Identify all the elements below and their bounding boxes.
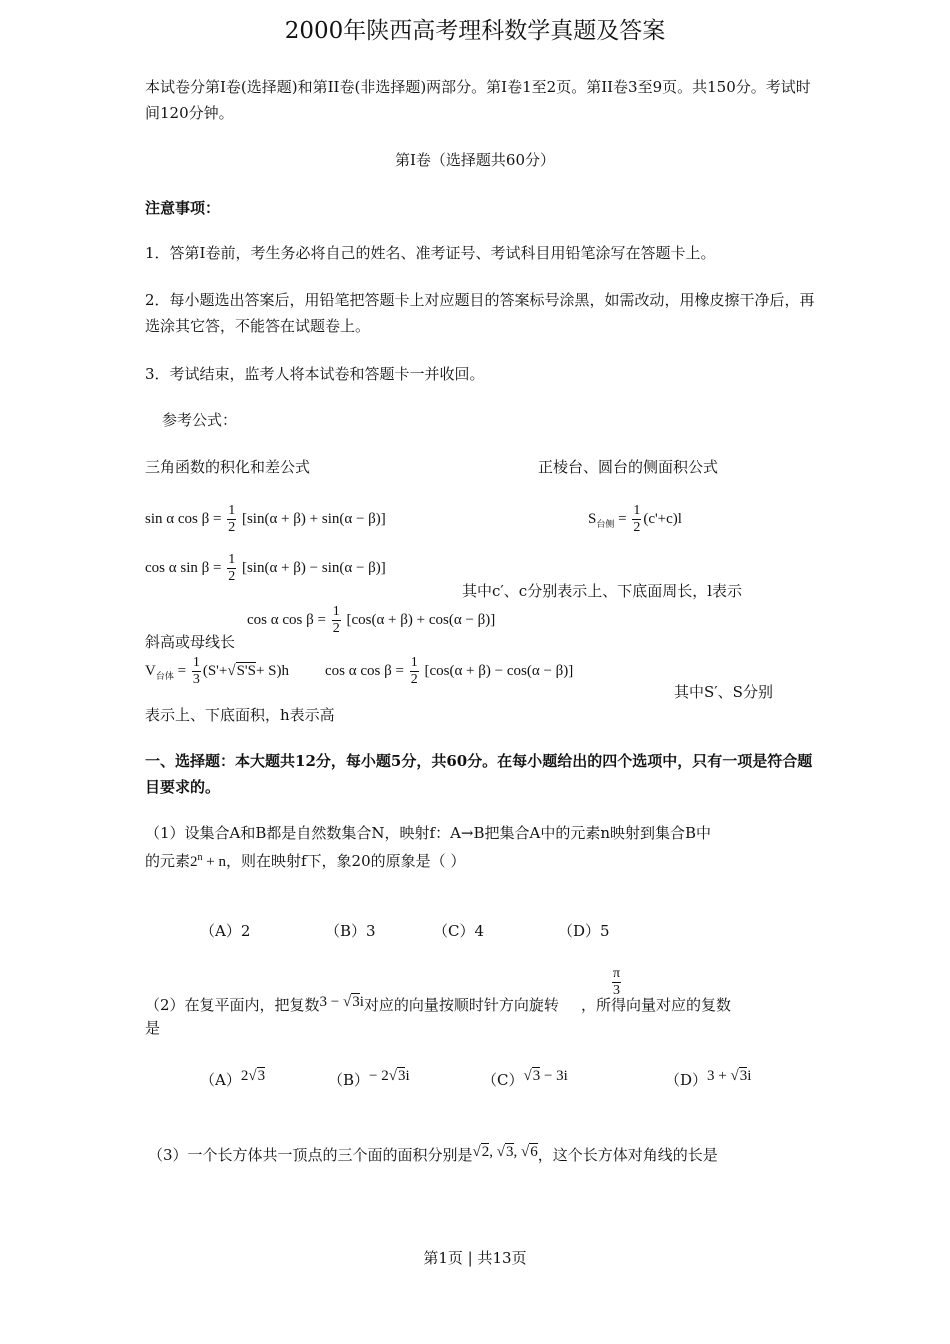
sqrt-sign: √ [523,1068,532,1084]
formula-cos-sin [145,552,386,585]
trig-formula-heading: 三角函数的积化和差公式 [145,458,311,476]
fraction-denominator: 3 [192,672,200,687]
formula-lhs: cos α sin β = [145,559,222,576]
option-value [707,1067,751,1084]
radicand: 3 [352,994,360,1010]
question-2-line-1 [145,994,731,1015]
imaginary-unit: i [359,994,364,1010]
sqrt-sign: √ [496,1144,506,1160]
formula-cos-cos-minus [325,655,573,688]
sqrt-sign: √ [248,1068,257,1084]
value-prefix: − 2 [369,1068,389,1084]
fraction-denominator: 2 [228,520,236,535]
question-1-option-a: （A）2 [200,922,251,940]
question-text: ，这个长方体对角线的长是 [537,1146,718,1164]
volume-subscript: 台体 [155,670,174,681]
value-suffix: − 3i [540,1068,568,1084]
sqrt-sign: √ [227,662,236,679]
question-text: 的元素 [145,852,191,870]
option-label: （D） [665,1071,708,1089]
question-2-option-c [482,1068,568,1090]
question-2-option-d [665,1068,751,1090]
face-areas: √2, √3, √6 [472,1144,538,1160]
fraction-denominator: 3 [613,983,621,998]
fraction-numerator: π [613,966,621,981]
fraction-denominator: 2 [228,569,236,584]
frustum-formula-heading: 正棱台、圆台的侧面积公式 [538,458,719,476]
page-title: 2000年陕西高考理科数学真题及答案 [284,18,666,44]
volume-symbol: V [145,662,156,679]
fraction-numerator: 1 [332,604,340,619]
notice-item-1: 1．答第Ⅰ卷前，考生务必将自己的姓名、准考证号、考试科目用铅笔涂写在答题卡上。 [145,244,716,262]
section-heading: 第Ⅰ卷（选择题共60分） [394,151,555,169]
fraction-numerator: 1 [633,503,641,518]
fraction [332,604,341,637]
sqrt-sign: √ [730,1068,739,1084]
option-label: （A） [200,1071,241,1089]
formula-label: 参考公式： [162,411,238,429]
volume-rhs-a: (S'+ [202,662,228,679]
fraction [227,552,236,585]
radicand: 3 [257,1068,266,1084]
part1-heading: 一、选择题：本大题共12分，每小题5分，共60分。在每小题给出的四个选项中，只有一项是符合题目要求的。 [145,752,813,796]
equals-sign: = [177,662,187,679]
notice-heading: 注意事项： [145,199,221,217]
option-label: （B） [328,1071,370,1089]
fraction [192,655,201,688]
formula-lateral-area [588,503,682,536]
formula-lhs: cos α cos β = [325,662,404,679]
sqrt-sign: √ [472,1144,481,1160]
formula-rhs: [cos(α + β) + cos(α − β)] [346,611,496,628]
fraction-numerator: 1 [192,655,200,670]
notice-item-3: 3．考试结束，监考人将本试卷和答题卡一并收回。 [145,365,485,383]
radicand: 2 [481,1144,490,1160]
value-suffix: i [405,1068,410,1084]
fraction [227,503,236,536]
value-prefix: 3 + [707,1068,731,1084]
formula-rhs: [cos(α + β) − cos(α − β)] [424,662,574,679]
formula-lhs: cos α cos β = [247,611,326,628]
sqrt-sign: √ [388,1068,397,1084]
area-symbol: S [588,510,597,527]
fraction-denominator: 2 [410,672,418,687]
question-text: ，则在映射f下，象20的原象是（ ） [225,852,466,870]
formula-sin-cos [145,503,386,536]
notice-item-2: 2．每小题选出答案后，用铅笔把答题卡上对应题目的答案标号涂黑，如需改动，用橡皮擦干净后，再选涂其它答，不能答在试题卷上。 [145,291,815,335]
question-1-line-1: （1）设集合A和B都是自然数集合N，映射f：A→B把集合A中的元素n映射到集合B中 [145,824,712,842]
formula-rhs: [sin(α + β) + sin(α − β)] [241,510,386,527]
value-prefix: 2 [240,1068,249,1084]
area-note: 其中c′、c分别表示上、下底面周长，l表示 [462,582,743,600]
question-1-line-2 [145,850,465,871]
question-text: 对应的向量按顺时针方向旋转 [363,996,559,1014]
radicand: 3 [506,1144,514,1160]
question-2-line-2: 是 [145,1019,161,1037]
fraction-numerator: 1 [228,503,236,518]
question-1-option-b: （B）3 [325,922,376,940]
radicand: 3 [739,1068,748,1084]
radicand: 6 [530,1144,538,1160]
sqrt-sign: √ [343,994,352,1010]
option-value [241,1067,265,1084]
page-footer: 第1页 | 共13页 [423,1249,527,1267]
radicand: 3 [397,1068,406,1084]
intro-paragraph: 本试卷分第Ⅰ卷(选择题)和第II卷(非选择题)两部分。第Ⅰ卷1至2页。第II卷3至9页。共150分。考试时间120分钟。 [145,78,811,122]
question-1-option-d: （D）5 [558,922,610,940]
complex-real: 3 − [319,994,344,1010]
volume-note-continued: 表示上、下底面积，h表示高 [145,706,335,724]
formula-lhs: sin α cos β = [145,510,222,527]
question-text: （3）一个长方体共一顶点的三个面的面积分别是 [148,1146,473,1164]
expression-tail: + n [202,854,226,870]
fraction-numerator: 1 [228,552,236,567]
formula-cos-cos-plus [247,604,495,637]
radicand: 3 [532,1068,541,1084]
fraction [410,655,419,688]
question-3-line-1 [148,1144,718,1165]
fraction-denominator: 2 [633,520,641,535]
formula-frustum-volume [145,655,289,688]
expression-exponent: n [197,852,203,863]
question-text: ，所得向量对应的复数 [580,996,731,1014]
expression [190,854,226,870]
volume-note: 其中S′、S分别 [674,683,773,701]
question-2-option-b [328,1068,410,1090]
area-note-continued: 斜高或母线长 [145,633,236,651]
option-value [369,1067,410,1084]
complex-number [320,993,364,1010]
area-subscript: 台侧 [596,518,615,529]
volume-rhs-b: + S)h [255,662,289,679]
expression-base: 2 [190,854,198,870]
option-value [523,1067,567,1084]
sqrt-sign: √ [521,1144,530,1160]
fraction [632,503,641,536]
question-1-option-c: （C）4 [433,922,485,940]
option-label: （C） [482,1071,524,1089]
formula-rhs: (c'+c)l [643,510,682,527]
equals-sign: = [618,510,627,527]
formula-rhs: [sin(α + β) − sin(α − β)] [241,559,386,576]
fraction-numerator: 1 [410,655,418,670]
fraction-denominator: 2 [332,621,340,636]
value-suffix: i [747,1068,752,1084]
radicand: S'S [236,662,256,679]
question-2-option-a [200,1068,265,1090]
question-text: （2）在复平面内，把复数 [145,996,320,1014]
